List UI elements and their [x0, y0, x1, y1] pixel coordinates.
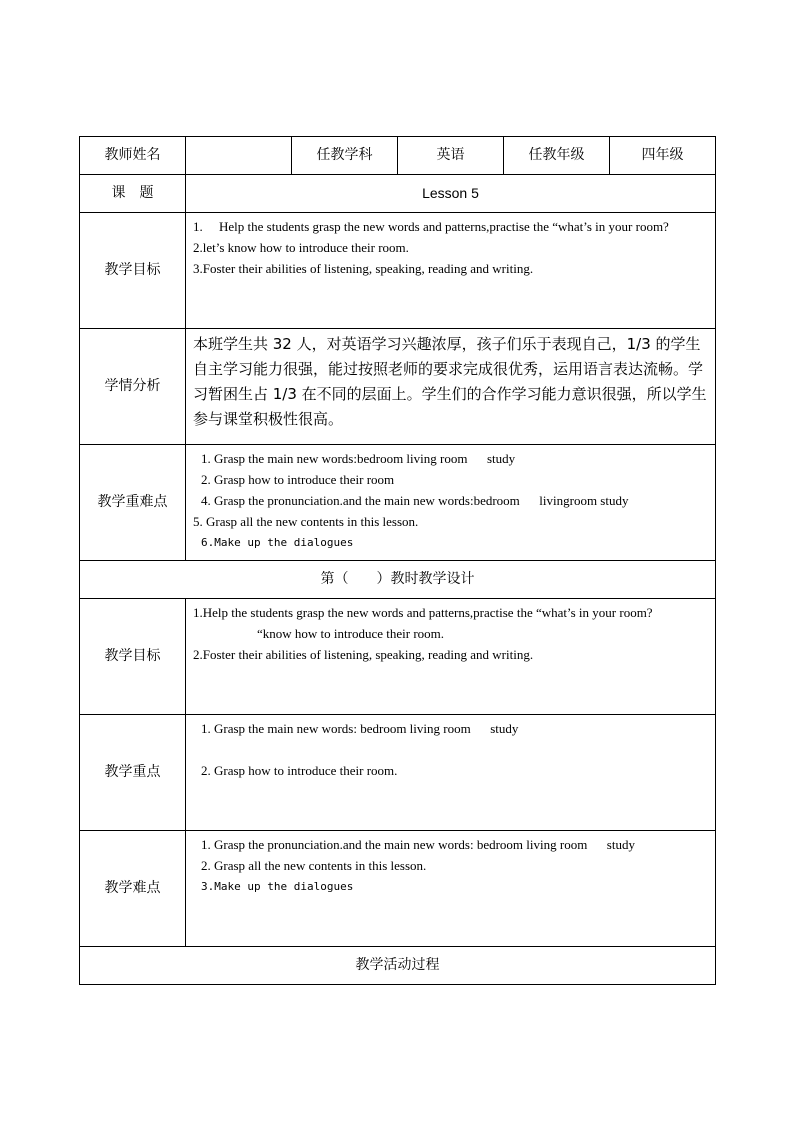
goals2-line: 2.Foster their abilities of listening, speaking, reading and writing. — [193, 647, 534, 662]
difficulty-line: 3.Make up the dialogues — [201, 880, 354, 893]
difficulty-line: 2. Grasp all the new contents in this lesson. — [201, 858, 427, 873]
goals1-content — [186, 213, 716, 329]
keypoints1-line: 1. Grasp the main new words:bedroom living room study — [201, 451, 516, 466]
subject-value: 英语 — [398, 137, 504, 175]
keypoints1-line: 6.Make up the dialogues — [201, 536, 354, 549]
grade-label: 任教年级 — [504, 137, 610, 175]
focus-row — [80, 715, 716, 831]
process-row — [80, 947, 716, 985]
goals1-row — [80, 213, 716, 329]
section-title: 第（ ）教时教学设计 — [80, 561, 716, 599]
goals2-line: 1.Help the students grasp the new words and patterns,practise the “what’s in your room? — [193, 605, 653, 620]
keypoints1-line: 5. Grasp all the new contents in this lesson. — [193, 514, 419, 529]
keypoints1-line: 2. Grasp how to introduce their room — [201, 472, 395, 487]
goals2-content — [186, 599, 716, 715]
keypoints1-line: 4. Grasp the pronunciation.and the main new words:bedroom livingroom study — [201, 493, 629, 508]
focus-line: 1. Grasp the main new words: bedroom living room study — [201, 721, 519, 736]
topic-row — [80, 175, 716, 213]
analysis-label: 学情分析 — [80, 329, 186, 445]
subject-label: 任教学科 — [292, 137, 398, 175]
keypoints1-label: 教学重难点 — [80, 445, 186, 561]
keypoints1-content — [186, 445, 716, 561]
keypoints1-row — [80, 445, 716, 561]
analysis-content — [186, 329, 716, 445]
goals2-line: “know how to introduce their room. — [257, 626, 445, 641]
focus-label: 教学重点 — [80, 715, 186, 831]
goals1-line: 1. Help the students grasp the new words and patterns,practise the “what’s in your room? — [193, 219, 669, 234]
difficulty-line: 1. Grasp the pronunciation.and the main new words: bedroom living room study — [201, 837, 635, 852]
goals1-line: 3.Foster their abilities of listening, speaking, reading and writing. — [193, 261, 534, 276]
goals2-row — [80, 599, 716, 715]
goals1-line: 2.let’s know how to introduce their room. — [193, 240, 409, 255]
section-row — [80, 561, 716, 599]
topic-label: 课 题 — [80, 175, 186, 213]
header-row — [80, 137, 716, 175]
difficulty-content — [186, 831, 716, 947]
goals2-label: 教学目标 — [80, 599, 186, 715]
teacher-value — [186, 137, 292, 175]
lesson-plan-table — [79, 136, 716, 985]
process-title: 教学活动过程 — [80, 947, 716, 985]
goals1-label: 教学目标 — [80, 213, 186, 329]
topic-value: Lesson 5 — [186, 175, 716, 213]
analysis-text: 本班学生共 32 人，对英语学习兴趣浓厚，孩子们乐于表现自己，1/3 的学生自主学习能力很强，能过按照老师的要求完成很优秀，运用语言表达流畅。学习暂困生占 1/3 在不同的层面上。学生们的合作学习能力意识很强，所以学生参与课堂积极性很高。 — [193, 335, 707, 428]
teacher-label: 教师姓名 — [80, 137, 186, 175]
grade-value: 四年级 — [610, 137, 716, 175]
difficulty-label: 教学难点 — [80, 831, 186, 947]
difficulty-row — [80, 831, 716, 947]
focus-content — [186, 715, 716, 831]
focus-line — [193, 739, 715, 760]
focus-line: 2. Grasp how to introduce their room. — [201, 763, 398, 778]
analysis-row — [80, 329, 716, 445]
